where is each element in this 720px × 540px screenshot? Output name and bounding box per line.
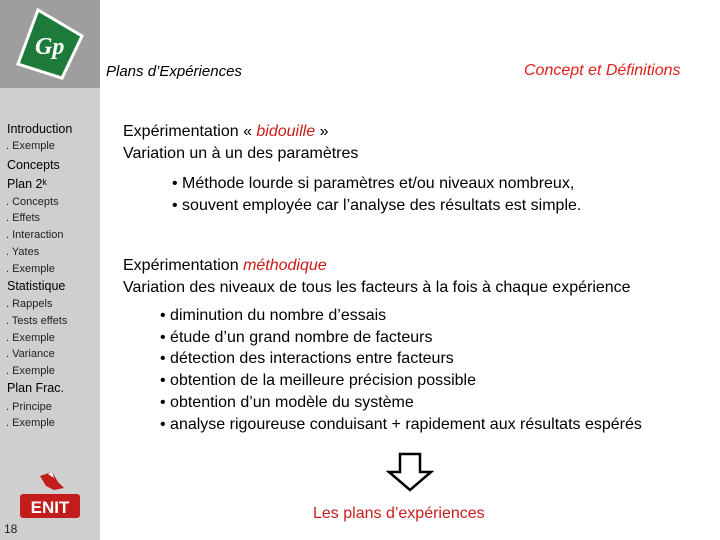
sidebar-item-principe[interactable]: . Principe bbox=[6, 401, 52, 413]
section2-heading-emphasis: méthodique bbox=[243, 257, 327, 274]
logo-text: Gp bbox=[35, 34, 65, 60]
section2-heading bbox=[123, 257, 327, 275]
gp-logo-icon bbox=[12, 6, 88, 82]
section2-bullet-5: • obtention d’un modèle du système bbox=[160, 394, 414, 411]
section1-subheading: Variation un à un des paramètres bbox=[123, 145, 359, 162]
sidebar bbox=[0, 0, 100, 540]
enit-logo-text: ENIT bbox=[30, 498, 70, 517]
section-title: Concept et Définitions bbox=[524, 62, 681, 79]
sidebar-item-tests-effets[interactable]: . Tests effets bbox=[6, 315, 68, 327]
sidebar-item-statistique[interactable]: Statistique bbox=[7, 279, 66, 293]
section1-heading-emphasis: bidouille bbox=[256, 123, 316, 140]
section1-heading-post: » bbox=[315, 123, 329, 140]
sidebar-item-plan-2k[interactable]: Plan 2ᵏ bbox=[7, 177, 47, 191]
sidebar-item-effets[interactable]: . Effets bbox=[6, 212, 41, 224]
section2-bullet-4: • obtention de la meilleure précision possible bbox=[160, 372, 477, 389]
section1-bullet-1: • Méthode lourde si paramètres et/ou niveaux nombreux, bbox=[172, 175, 575, 192]
sidebar-item-exemple-4[interactable]: . Exemple bbox=[6, 365, 55, 377]
sidebar-item-plan-frac[interactable]: Plan Frac. bbox=[7, 381, 64, 395]
sidebar-item-variance[interactable]: . Variance bbox=[6, 348, 55, 360]
sidebar-item-exemple[interactable]: . Exemple bbox=[6, 140, 55, 152]
sidebar-item-introduction[interactable]: Introduction bbox=[7, 122, 73, 136]
section2-bullet-3: • détection des interactions entre facteurs bbox=[160, 350, 454, 367]
section2-heading-pre: Expérimentation bbox=[123, 257, 244, 274]
enit-logo-icon bbox=[18, 468, 82, 524]
sidebar-item-concepts-sub[interactable]: . Concepts bbox=[6, 196, 59, 208]
sidebar-item-concepts[interactable]: Concepts bbox=[7, 158, 60, 172]
header-title: Plans d’Expériences bbox=[106, 63, 242, 80]
section2-bullet-6: • analyse rigoureuse conduisant + rapidement aux résultats espérés bbox=[160, 416, 642, 433]
sidebar-item-interaction[interactable]: . Interaction bbox=[6, 229, 64, 241]
page-number: 18 bbox=[4, 522, 18, 536]
down-arrow-icon bbox=[386, 452, 434, 492]
sidebar-item-exemple-3[interactable]: . Exemple bbox=[6, 332, 55, 344]
section2-subheading: Variation des niveaux de tous les facteurs à la fois à chaque expérience bbox=[123, 279, 631, 296]
logo-area bbox=[0, 0, 100, 88]
section2-bullet-1: • diminution du nombre d’essais bbox=[160, 307, 387, 324]
section1-bullet-2: • souvent employée car l’analyse des résultats est simple. bbox=[172, 197, 582, 214]
conclusion-text: Les plans d’expériences bbox=[313, 505, 485, 522]
sidebar-item-yates[interactable]: . Yates bbox=[6, 246, 40, 258]
section1-heading bbox=[123, 123, 328, 141]
sidebar-item-rappels[interactable]: . Rappels bbox=[6, 298, 53, 310]
sidebar-item-exemple-5[interactable]: . Exemple bbox=[6, 417, 55, 429]
section2-bullet-2: • étude d’un grand nombre de facteurs bbox=[160, 329, 433, 346]
sidebar-item-exemple-2[interactable]: . Exemple bbox=[6, 263, 55, 275]
section1-heading-pre: Expérimentation « bbox=[123, 123, 257, 140]
